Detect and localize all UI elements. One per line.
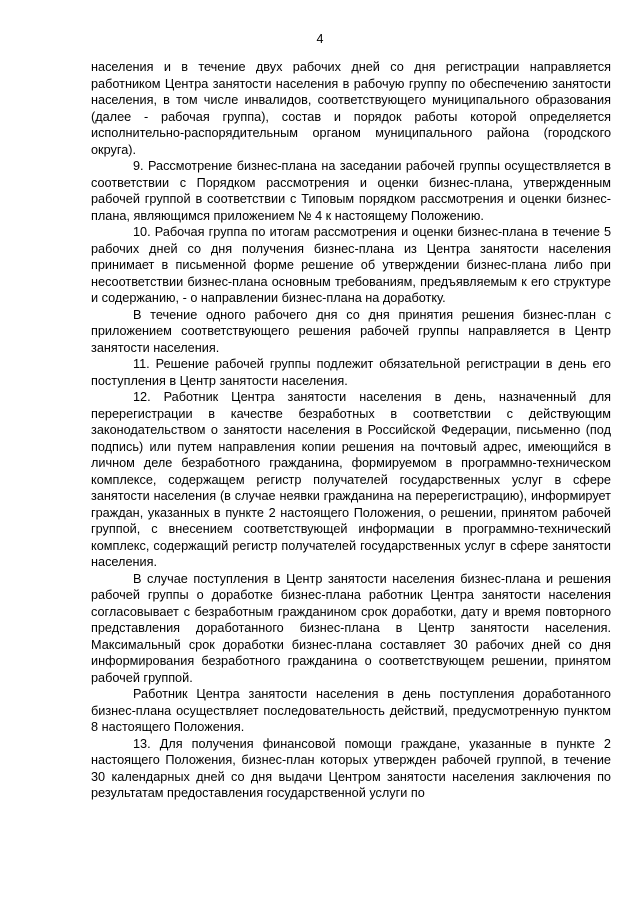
paragraph: 10. Рабочая группа по итогам рассмотрения и оценки бизнес-плана в течение 5 рабочих дней со дня получения бизнес-плана из Центра занятости населения принимает в письменной форме решение об утверждении бизнес-плана либо при несоответствии бизнес-плана основным требованиям, предъявляемым к его структуре и содержанию, - о направлении бизнес-плана на доработку. [91,225,611,305]
paragraph: 13. Для получения финансовой помощи граждане, указанные в пункте 2 настоящего Положения, бизнес-план которых утвержден рабочей группой, в течение 30 календарных дней со дня выдачи Центром занятости населения заключения по результатам предоставления государственной услуги по [91,736,611,800]
paragraph: Работник Центра занятости населения в день поступления доработанного бизнес-плана осуществляет последовательность действий, предусмотренную пунктом 8 настоящего Положения. [91,687,611,734]
paragraph: В случае поступления в Центр занятости населения бизнес-плана и решения рабочей группы о доработке бизнес-плана работник Центра занятости населения согласовывает с безработным гражданином срок доработки, дату и время повторного представления доработанного бизнес-плана в Центр занятости населения. Максимальный срок доработки бизнес-плана составляет 30 рабочих дней со дня информирования безработного гражданина о соответствующем решении, принятом рабочей группой. [91,571,611,685]
paragraph: населения и в течение двух рабочих дней со дня регистрации направляется работником Центра занятости населения в рабочую группу по обеспечению занятости населения, в том числе инвалидов, соответствующего муниципального образования (далее - рабочая группа), состав и порядок работы которой определяется исполнительно-распорядительным органом муниципального района (городского округа). [91,60,611,157]
paragraph: 9. Рассмотрение бизнес-плана на заседании рабочей группы осуществляется в соответствии с Порядком рассмотрения и оценки бизнес-плана, утвержденным рабочей группой в соответствии с Типовым порядком рассмотрения и оценки бизнес-плана, являющимся приложением № 4 к настоящему Положению. [91,159,611,223]
page-number: 4 [316,32,324,46]
paragraph: В течение одного рабочего дня со дня принятия решения бизнес-план с приложением соответствующего решения рабочей группы направляется в Центр занятости населения. [91,307,611,355]
document-body [91,59,611,802]
paragraph: 12. Работник Центра занятости населения в день, назначенный для перерегистрации в качестве безработных в соответствии с действующим законодательством о занятости населения в Российской Федерации, письменно (под подпись) или путем направления копии решения на почтовый адрес, имеющийся в личном деле безработного гражданина, формируемом в программно-техническом комплексе, содержащем регистр получателей государственных услуг в сфере занятости населения (в случае неявки гражданина на перерегистрацию), информирует граждан, указанных в пункте 2 настоящего Положения, о решении, принятом рабочей группой, с внесением соответствующей информации в программно-технический комплекс, содержащий регистр получателей государственных услуг в сфере занятости населения. [91,390,611,569]
paragraph: 11. Решение рабочей группы подлежит обязательной регистрации в день его поступления в Центр занятости населения. [91,357,611,388]
